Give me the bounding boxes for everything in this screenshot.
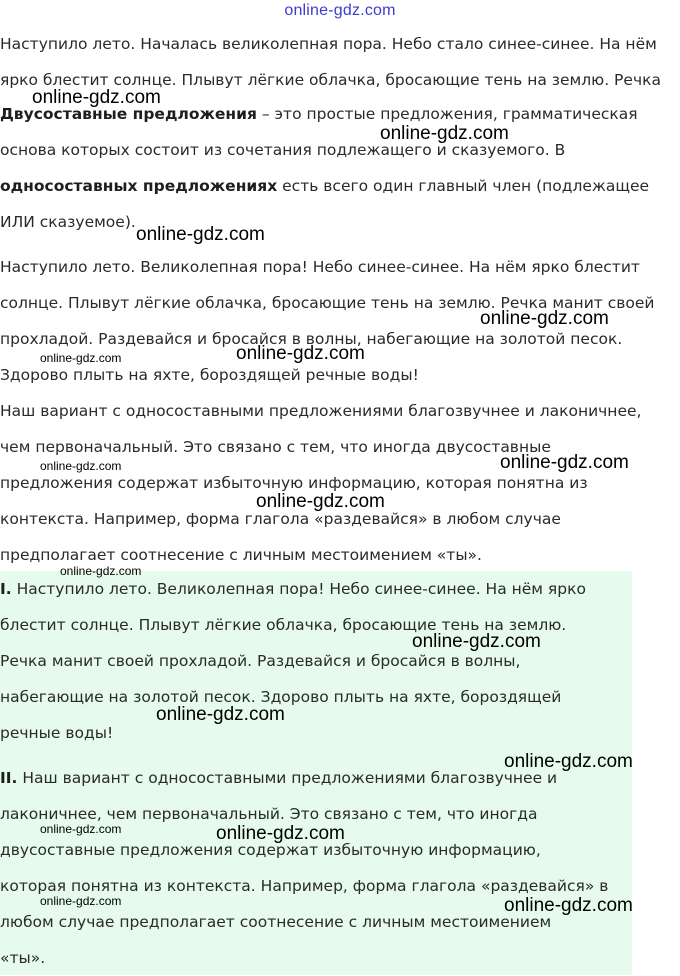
watermark: online-gdz.com — [500, 452, 629, 473]
text-fragment: Наш вариант с односоставными предложениями благозвучнее и — [17, 769, 558, 787]
part-marker: II. — [0, 769, 18, 787]
text-line: «ты». — [0, 949, 46, 967]
watermark: online-gdz.com — [156, 704, 285, 725]
text-line: ИЛИ сказуемое). — [0, 213, 136, 231]
text-line: Здорово плыть на яхте, бороздящей речные воды! — [0, 366, 419, 384]
text-fragment: есть всего один главный член (подлежащее — [277, 177, 650, 195]
text-line — [0, 760, 608, 796]
original-text-paragraph — [0, 26, 661, 98]
watermark-small: online-gdz.com — [40, 894, 122, 908]
term-two-part-sentences: Двусоставные предложения — [0, 105, 257, 123]
comparison-paragraph — [0, 393, 641, 573]
watermark: online-gdz.com — [216, 823, 345, 844]
watermark: online-gdz.com — [480, 308, 609, 329]
watermark: online-gdz.com — [380, 123, 509, 144]
theory-paragraph — [0, 96, 649, 240]
text-line: чем первоначальный. Это связано с тем, что иногда двусоставные — [0, 438, 551, 456]
text-line: Наш вариант с односоставными предложениями благозвучнее и лаконичнее, — [0, 402, 642, 420]
text-line — [0, 168, 649, 204]
watermark: online-gdz.com — [412, 631, 541, 652]
part-marker: I. — [0, 580, 12, 598]
header-watermark: online-gdz.com — [284, 2, 396, 19]
text-line: солнце. Плывут лёгкие облачка, бросающие тень на землю. Речка манит своей — [0, 294, 655, 312]
watermark-small: online-gdz.com — [60, 564, 142, 578]
text-line: Наступило лето. Началась великолепная пора. Небо стало синее-синее. На нём — [0, 35, 657, 53]
text-line: основа которых состоит из сочетания подлежащего и сказуемого. В — [0, 141, 566, 159]
text-line: Речка манит своей прохладой. Раздевайся и бросайся в волны, — [0, 652, 521, 670]
text-line: лаконичнее, чем первоначальный. Это связано с тем, что иногда — [0, 805, 538, 823]
watermark: online-gdz.com — [256, 491, 385, 512]
watermark: online-gdz.com — [136, 224, 265, 245]
text-fragment: – это простые предложения, грамматическая — [256, 105, 638, 123]
text-line: любом случае предполагает соотнесение с личным местоимением — [0, 913, 552, 931]
watermark: online-gdz.com — [504, 751, 633, 772]
term-one-part-sentences: односоставных предложениях — [0, 177, 278, 195]
text-line: предложения содержат избыточную информацию, которая понятна из — [0, 474, 588, 492]
watermark: online-gdz.com — [236, 343, 365, 364]
watermark: online-gdz.com — [32, 87, 161, 108]
watermark-small: online-gdz.com — [40, 459, 122, 473]
answer-part-1 — [0, 571, 586, 751]
rewritten-text-paragraph — [0, 249, 654, 393]
text-line: речные воды! — [0, 724, 114, 742]
text-line — [0, 571, 586, 607]
text-line: которая понятна из контекста. Например, форма глагола «раздевайся» в — [0, 877, 609, 895]
text-line: предполагает соотнесение с личным местоимением «ты». — [0, 546, 482, 564]
text-line: Наступило лето. Великолепная пора! Небо синее-синее. На нём ярко блестит — [0, 258, 640, 276]
watermark-small: online-gdz.com — [40, 822, 122, 836]
text-line — [0, 96, 649, 132]
text-line: набегающие на золотой песок. Здорово плыть на яхте, бороздящей — [0, 688, 562, 706]
watermark: online-gdz.com — [504, 895, 633, 916]
text-line: контекста. Например, форма глагола «раздевайся» в любом случае — [0, 510, 561, 528]
text-line: двусоставные предложения содержат избыточную информацию, — [0, 841, 541, 859]
watermark-small: online-gdz.com — [40, 351, 122, 365]
text-line: блестит солнце. Плывут лёгкие облачка, бросающие тень на землю. — [0, 616, 567, 634]
text-line: ярко блестит солнце. Плывут лёгкие облачка, бросающие тень на землю. Речка — [0, 71, 661, 89]
text-line: прохладой. Раздевайся и бросайся в волны, набегающие на золотой песок. — [0, 330, 623, 348]
answer-part-2 — [0, 760, 608, 976]
text-fragment: Наступило лето. Великолепная пора! Небо синее-синее. На нём ярко — [11, 580, 586, 598]
